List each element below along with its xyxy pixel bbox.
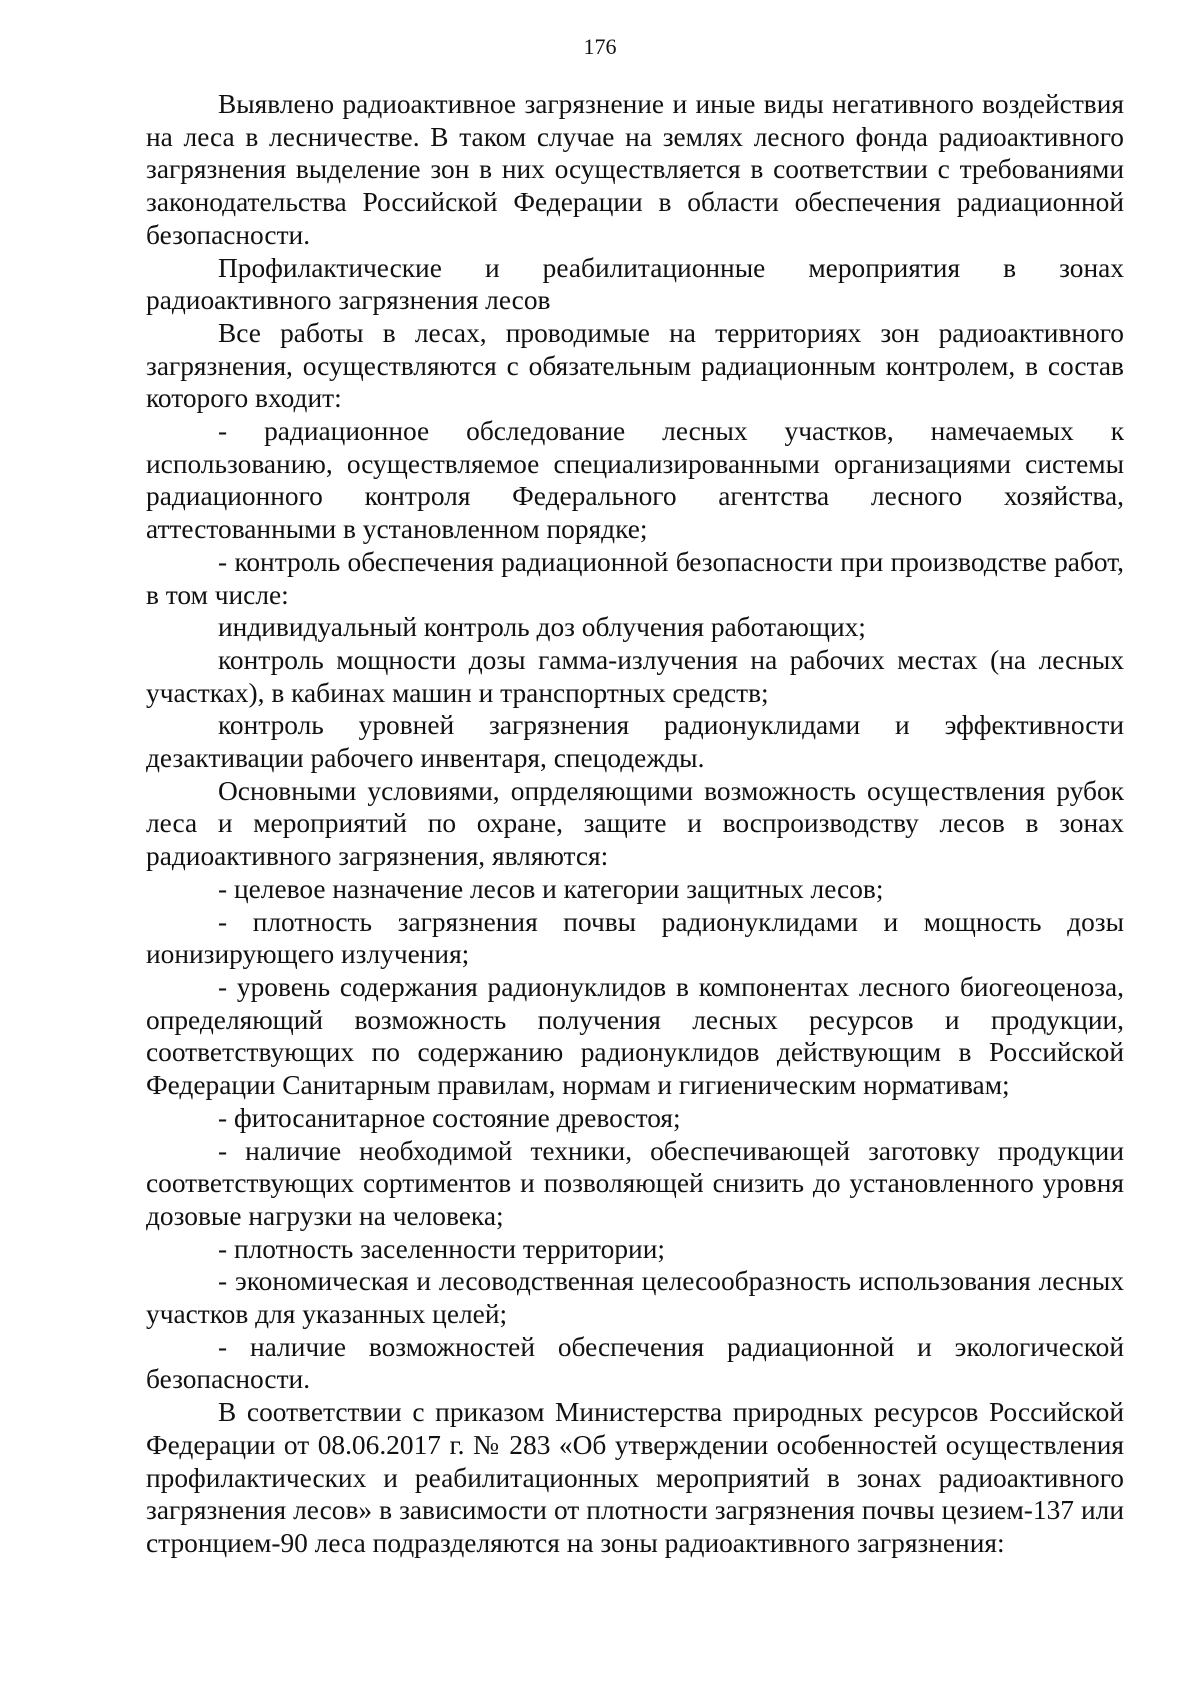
paragraph-works-in-forests: Все работы в лесах, проводимые на территориях зон радиоактивного загрязнения, осуществляются с обязательным радиационным контролем, в состав которого входит: [146,317,1124,414]
list-item-contamination-level-control: контроль уровней загрязнения радионуклидами и эффективности дезактивации рабочего инвентаря, спецодежды. [146,710,1124,774]
list-item-population-density: - плотность заселенности территории; [218,1233,665,1264]
list-item-individual-dose-control: индивидуальный контроль доз облучения работающих; [218,612,866,643]
list-item-safety-control: - контроль обеспечения радиационной безопасности при производстве работ, в том числе: [146,546,1124,610]
list-item-radiation-survey: - радиационное обследование лесных участков, намечаемых к использованию, осуществляемое специализированными организациями системы радиационного контроля Федерального агентства лесного хозяйства, аттестованными в установленном порядке; [146,416,1124,545]
list-item-radionuclide-content: - уровень содержания радионуклидов в компонентах лесного биогеоценоза, определяющий возможность получения лесных ресурсов и продукции, соответствующих по содержанию радионуклидов действующим в Российской Федерации Санитарным правилам, нормам и гигиеническим нормативам; [146,971,1124,1101]
list-item-phytosanitary-state: - фитосанитарное состояние древостоя; [218,1102,681,1133]
paragraph-radioactive-contamination: Выявлено радиоактивное загрязнение и иные виды негативного воздействия на леса в лесничестве. В таком случае на землях лесного фонда радиоактивного загрязнения выделение зон в них осуществляется в соответствии с требованиями законодательства Российской Федерации в области обеспечения радиационной безопасности. [146,89,1124,250]
paragraph-ministry-order: В соответствии с приказом Министерства природных ресурсов Российской Федерации от 08.06.2017 г. № 283 «Об утверждении особенностей осуществления профилактических и реабилитационных мероприятий в зонах радиоактивного загрязнения лесов» в зависимости от плотности загрязнения почвы цезием-137 или стронцием-90 леса подразделяются на зоны радиоактивного загрязнения: [146,1397,1124,1558]
list-item-gamma-dose-control: контроль мощности дозы гамма-излучения на рабочих местах (на лесных участках), в кабинах машин и транспортных средств; [146,644,1124,708]
list-item-soil-contamination-density: - плотность загрязнения почвы радионуклидами и мощность дозы ионизирующего излучения; [146,906,1124,970]
document-body [146,88,1124,1560]
list-item-economic-feasibility: - экономическая и лесоводственная целесообразность использования лесных участков для указанных целей; [146,1266,1124,1330]
paragraph-main-conditions: Основными условиями, опрделяющими возможность осуществления рубок леса и мероприятий по охране, защите и воспроизводству лесов в зонах радиоактивного загрязнения, являются: [146,775,1124,872]
list-item-safety-possibilities: - наличие возможностей обеспечения радиационной и экологической безопасности. [146,1331,1124,1395]
page-number: 176 [583,34,617,59]
list-item-equipment-availability: - наличие необходимой техники, обеспечивающей заготовку продукции соответствующих сортиментов и позволяющей снизить до установленного уровня дозовые нагрузки на человека; [146,1135,1124,1231]
paragraph-section-heading: Профилактические и реабилитационные мероприятия в зонах радиоактивного загрязнения лесов [146,252,1124,316]
list-item-purpose-of-forests: - целевое назначение лесов и категории защитных лесов; [218,873,884,904]
